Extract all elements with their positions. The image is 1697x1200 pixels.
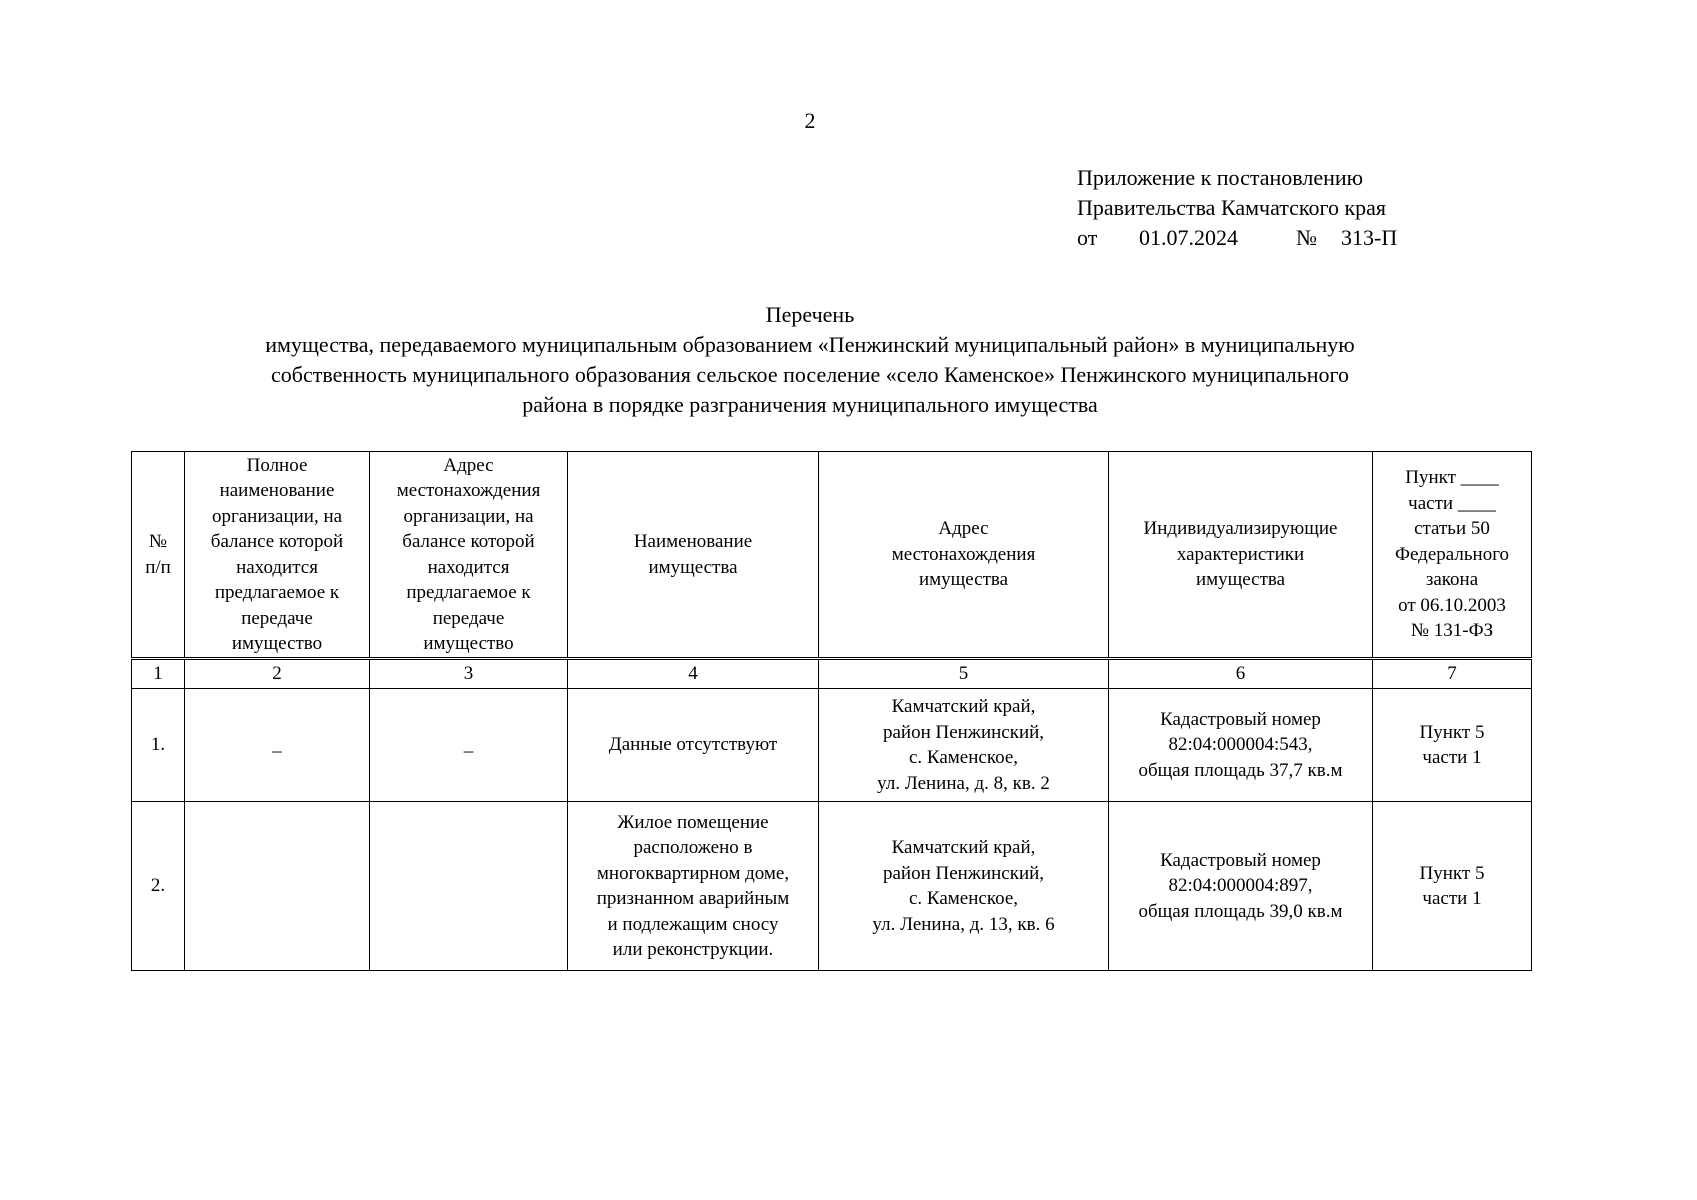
column-number-row bbox=[132, 659, 1532, 689]
cell-text-line: Камчатский край, bbox=[891, 837, 1036, 858]
org-address-cell: _ bbox=[370, 689, 568, 802]
header-property-address bbox=[819, 452, 1109, 659]
cell-text-line: имущество bbox=[423, 633, 514, 654]
cell-text-line: Данные отсутствуют bbox=[608, 734, 778, 756]
cell-text-line: организации, на bbox=[403, 505, 534, 527]
cell-text-line: предлагаемое к bbox=[406, 582, 531, 603]
cell-text-line: район Пенжинский, bbox=[882, 721, 1045, 743]
cell-text-line: и подлежащим сносу bbox=[607, 913, 779, 935]
appendix-line-2: Правительства Камчатского края bbox=[1077, 195, 1387, 220]
cell-text-line: имущества bbox=[1195, 569, 1286, 591]
cell-text-line: части 1 bbox=[1422, 888, 1482, 909]
cell-text-line: Адрес bbox=[443, 454, 494, 476]
cell-text-line: передаче bbox=[432, 607, 505, 629]
cell-text-line: № 131-ФЗ bbox=[1410, 620, 1494, 642]
page-number: 2 bbox=[804, 108, 816, 133]
appendix-block bbox=[1077, 163, 1397, 253]
cell-text-line: находится bbox=[236, 556, 318, 578]
cell-text-line: ул. Ленина, д. 8, кв. 2 bbox=[877, 772, 1050, 794]
cell-text-line: Полное bbox=[246, 454, 308, 476]
cell-text-line: с. Каменское, bbox=[908, 747, 1019, 768]
appendix-number: 313-П bbox=[1341, 225, 1398, 250]
cell-text-line: части 1 bbox=[1422, 747, 1482, 768]
cell-text-line: Адрес bbox=[938, 518, 989, 540]
header-clause bbox=[1373, 452, 1532, 659]
cell-text-line: находится bbox=[427, 556, 510, 578]
cell-text-line: от 06.10.2003 bbox=[1398, 594, 1506, 616]
appendix-from-label: от bbox=[1077, 225, 1098, 250]
column-number: 2 bbox=[185, 659, 370, 689]
clause-cell bbox=[1373, 802, 1532, 971]
property-table bbox=[131, 451, 1532, 971]
cell-text-line: 82:04:000004:543, bbox=[1168, 734, 1313, 756]
header-num bbox=[132, 452, 185, 659]
cell-text-line: балансе которой bbox=[402, 531, 535, 552]
org-address-cell bbox=[370, 802, 568, 971]
column-number: 5 bbox=[819, 659, 1109, 689]
title-heading: Перечень bbox=[765, 302, 855, 327]
appendix-line-1: Приложение к постановлению bbox=[1077, 165, 1364, 190]
cell-text-line: Жилое помещение bbox=[617, 811, 769, 833]
cell-text-line: имущество bbox=[231, 633, 323, 654]
header-characteristics bbox=[1109, 452, 1373, 659]
cell-text-line: Пункт 5 bbox=[1419, 721, 1485, 743]
column-number: 3 bbox=[370, 659, 568, 689]
cell-text-line: местонахождения bbox=[396, 480, 541, 501]
row-number: 1. bbox=[132, 689, 185, 802]
characteristics-cell bbox=[1109, 802, 1373, 971]
cell-text-line: предлагаемое к bbox=[214, 582, 340, 603]
document-title bbox=[120, 300, 1500, 420]
cell-text-line: части ____ bbox=[1408, 492, 1496, 514]
cell-text-line: п/п bbox=[145, 556, 171, 578]
cell-text-line: 82:04:000004:897, bbox=[1168, 875, 1313, 897]
cell-text-line: организации, на bbox=[211, 505, 343, 527]
cell-text-line: наименование bbox=[219, 480, 335, 501]
cell-text-line: Наименование bbox=[633, 531, 753, 552]
column-number: 4 bbox=[568, 659, 819, 689]
table-row bbox=[132, 802, 1532, 971]
column-number: 7 bbox=[1373, 659, 1532, 689]
cell-text-line: район Пенжинский, bbox=[882, 862, 1045, 884]
cell-text-line: характеристики bbox=[1176, 543, 1305, 565]
cell-text-line: имущества bbox=[918, 569, 1009, 591]
table-row bbox=[132, 689, 1532, 802]
cell-text-line: Индивидуализирующие bbox=[1143, 518, 1338, 540]
header-property-name bbox=[568, 452, 819, 659]
header-org-name bbox=[185, 452, 370, 659]
table-header-row bbox=[132, 452, 1532, 659]
cell-text-line: местонахождения bbox=[891, 543, 1036, 565]
cell-text-line: Камчатский край, bbox=[891, 696, 1036, 717]
cell-text-line: Кадастровый номер bbox=[1160, 849, 1321, 871]
org-name-cell bbox=[185, 802, 370, 971]
cell-text-line: многоквартирном доме, bbox=[596, 862, 790, 884]
cell-text-line: Пункт ____ bbox=[1405, 467, 1499, 489]
property-name-cell bbox=[568, 802, 819, 971]
column-number: 6 bbox=[1109, 659, 1373, 689]
characteristics-cell bbox=[1109, 689, 1373, 802]
cell-text-line: № bbox=[148, 531, 168, 552]
property-address-cell bbox=[819, 689, 1109, 802]
cell-text-line: статьи 50 bbox=[1414, 518, 1490, 540]
cell-text-line: закона bbox=[1425, 569, 1479, 591]
clause-cell bbox=[1373, 689, 1532, 802]
org-name-cell: _ bbox=[185, 689, 370, 802]
cell-text-line: Пункт 5 bbox=[1419, 862, 1485, 884]
appendix-date: 01.07.2024 bbox=[1139, 225, 1238, 250]
title-line-2: собственность муниципального образования сельское поселение «село Каменское» Пенжинского муниципального bbox=[270, 362, 1350, 387]
cell-text-line: Кадастровый номер bbox=[1160, 708, 1321, 730]
cell-text-line: общая площадь 39,0 кв.м bbox=[1138, 900, 1343, 922]
cell-text-line: с. Каменское, bbox=[908, 888, 1019, 909]
cell-text-line: ул. Ленина, д. 13, кв. 6 bbox=[872, 913, 1055, 935]
cell-text-line: или реконструкции. bbox=[612, 939, 774, 960]
cell-text-line: признанном аварийным bbox=[596, 888, 790, 909]
appendix-number-sign: № bbox=[1296, 225, 1317, 250]
title-line-1: имущества, передаваемого муниципальным образованием «Пенжинский муниципальный район» в муниципальную bbox=[265, 332, 1355, 357]
title-line-3: района в порядке разграничения муниципального имущества bbox=[522, 392, 1098, 417]
cell-text-line: расположено в bbox=[633, 837, 753, 858]
cell-text-line: Федерального bbox=[1394, 543, 1510, 565]
cell-text-line: балансе которой bbox=[210, 531, 344, 552]
row-number: 2. bbox=[132, 802, 185, 971]
column-number: 1 bbox=[132, 659, 185, 689]
cell-text-line: имущества bbox=[648, 556, 738, 578]
header-org-address bbox=[370, 452, 568, 659]
appendix-meta bbox=[1077, 223, 1397, 253]
property-name-cell bbox=[568, 689, 819, 802]
cell-text-line: передаче bbox=[241, 607, 313, 629]
property-address-cell bbox=[819, 802, 1109, 971]
cell-text-line: общая площадь 37,7 кв.м bbox=[1138, 759, 1343, 781]
